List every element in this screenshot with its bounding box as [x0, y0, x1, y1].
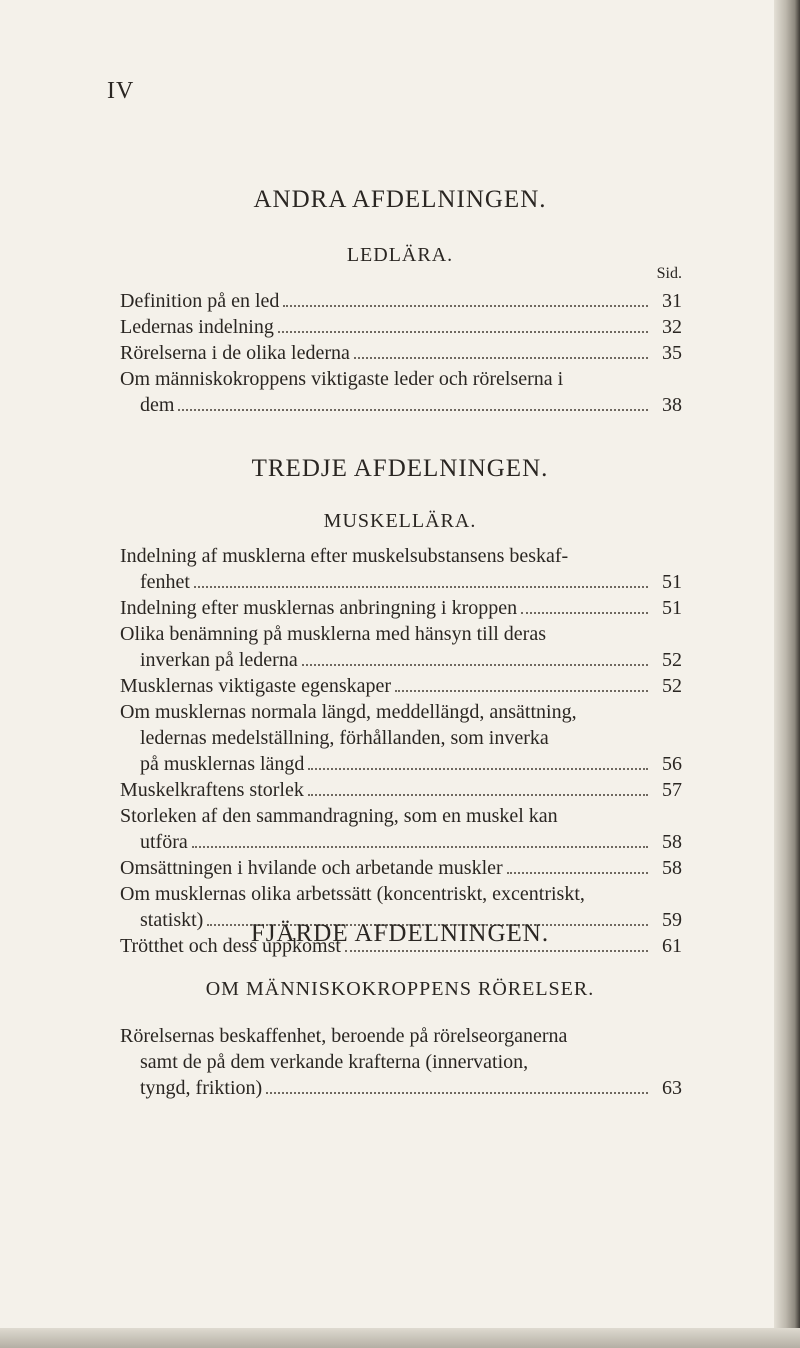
page-bottom-edge [0, 1328, 800, 1348]
part-heading: ANDRA AFDELNINGEN. [253, 186, 547, 213]
part-heading: FJÄRDE AFDELNINGEN. [250, 920, 550, 947]
dot-leader [278, 331, 648, 333]
toc-entry: Om människokroppens viktigaste leder och rörelserna i dem 38 [120, 368, 682, 416]
toc-entry: Rörelserna i de olika lederna 35 [120, 342, 682, 364]
toc-entry: Olika benämning på musklerna med hänsyn till deras inverkan på lederna 52 [120, 623, 682, 671]
dot-leader [395, 690, 648, 692]
section-tredje-afdelningen [0, 455, 800, 483]
toc-entry: Trötthet och dess uppkomst 61 [120, 935, 682, 957]
toc-entry: Omsättningen i hvilande och arbetande muskler 58 [120, 857, 682, 879]
part-heading: TREDJE AFDELNINGEN. [251, 455, 549, 482]
section-subtitle [0, 978, 800, 1001]
dot-leader [194, 586, 648, 588]
toc-entry: Indelning efter musklernas anbringning i kroppen 51 [120, 597, 682, 619]
toc-rorelser [120, 1023, 682, 1101]
toc-entry: Definition på en led 31 [120, 290, 682, 312]
dot-leader [345, 950, 648, 952]
dot-leader [308, 768, 648, 770]
toc-entry: Indelning af musklerna efter muskelsubstansens beskaf- fenhet 51 [120, 545, 682, 593]
toc-entry: Rörelsernas beskaffenhet, beroende på rörelseorganerna samt de på dem verkande krafterna (innervation, tyngd, friktion) 63 [120, 1025, 682, 1099]
dot-leader [302, 664, 648, 666]
section-subtitle [0, 510, 800, 533]
toc-entry: Om musklernas olika arbetssätt (koncentriskt, excentriskt, statiskt) 59 [120, 883, 682, 931]
toc-entry: Ledernas indelning 32 [120, 316, 682, 338]
page-number: IV [107, 78, 135, 104]
dot-leader [178, 409, 648, 411]
toc-entry: Musklernas viktigaste egenskaper 52 [120, 675, 682, 697]
dot-leader [192, 846, 648, 848]
section-fjarde-afdelningen [0, 920, 800, 948]
toc-muskellara [120, 543, 682, 959]
toc-entry: Storleken af den sammandragning, som en muskel kan utföra 58 [120, 805, 682, 853]
dot-leader [266, 1092, 648, 1094]
subtitle-muskellara: MUSKELLÄRA. [323, 510, 477, 532]
subtitle-ledlara: LEDLÄRA. [346, 244, 454, 266]
dot-leader [521, 612, 648, 614]
dot-leader [354, 357, 648, 359]
toc-entry: Muskelkraftens storlek 57 [120, 779, 682, 801]
dot-leader [283, 305, 648, 307]
subtitle-om-manniskokroppens-rorelser: OM MÄNNISKOKROPPENS RÖRELSER. [205, 978, 595, 1000]
dot-leader [308, 794, 648, 796]
page-column-label: Sid. [656, 265, 682, 282]
dot-leader [507, 872, 648, 874]
toc-ledlara [120, 265, 682, 418]
toc-entry: Om musklernas normala längd, meddellängd, ansättning, ledernas medelställning, förhållanden, som inverka på musklernas längd 56 [120, 701, 682, 775]
section-andra-afdelningen [0, 186, 800, 214]
